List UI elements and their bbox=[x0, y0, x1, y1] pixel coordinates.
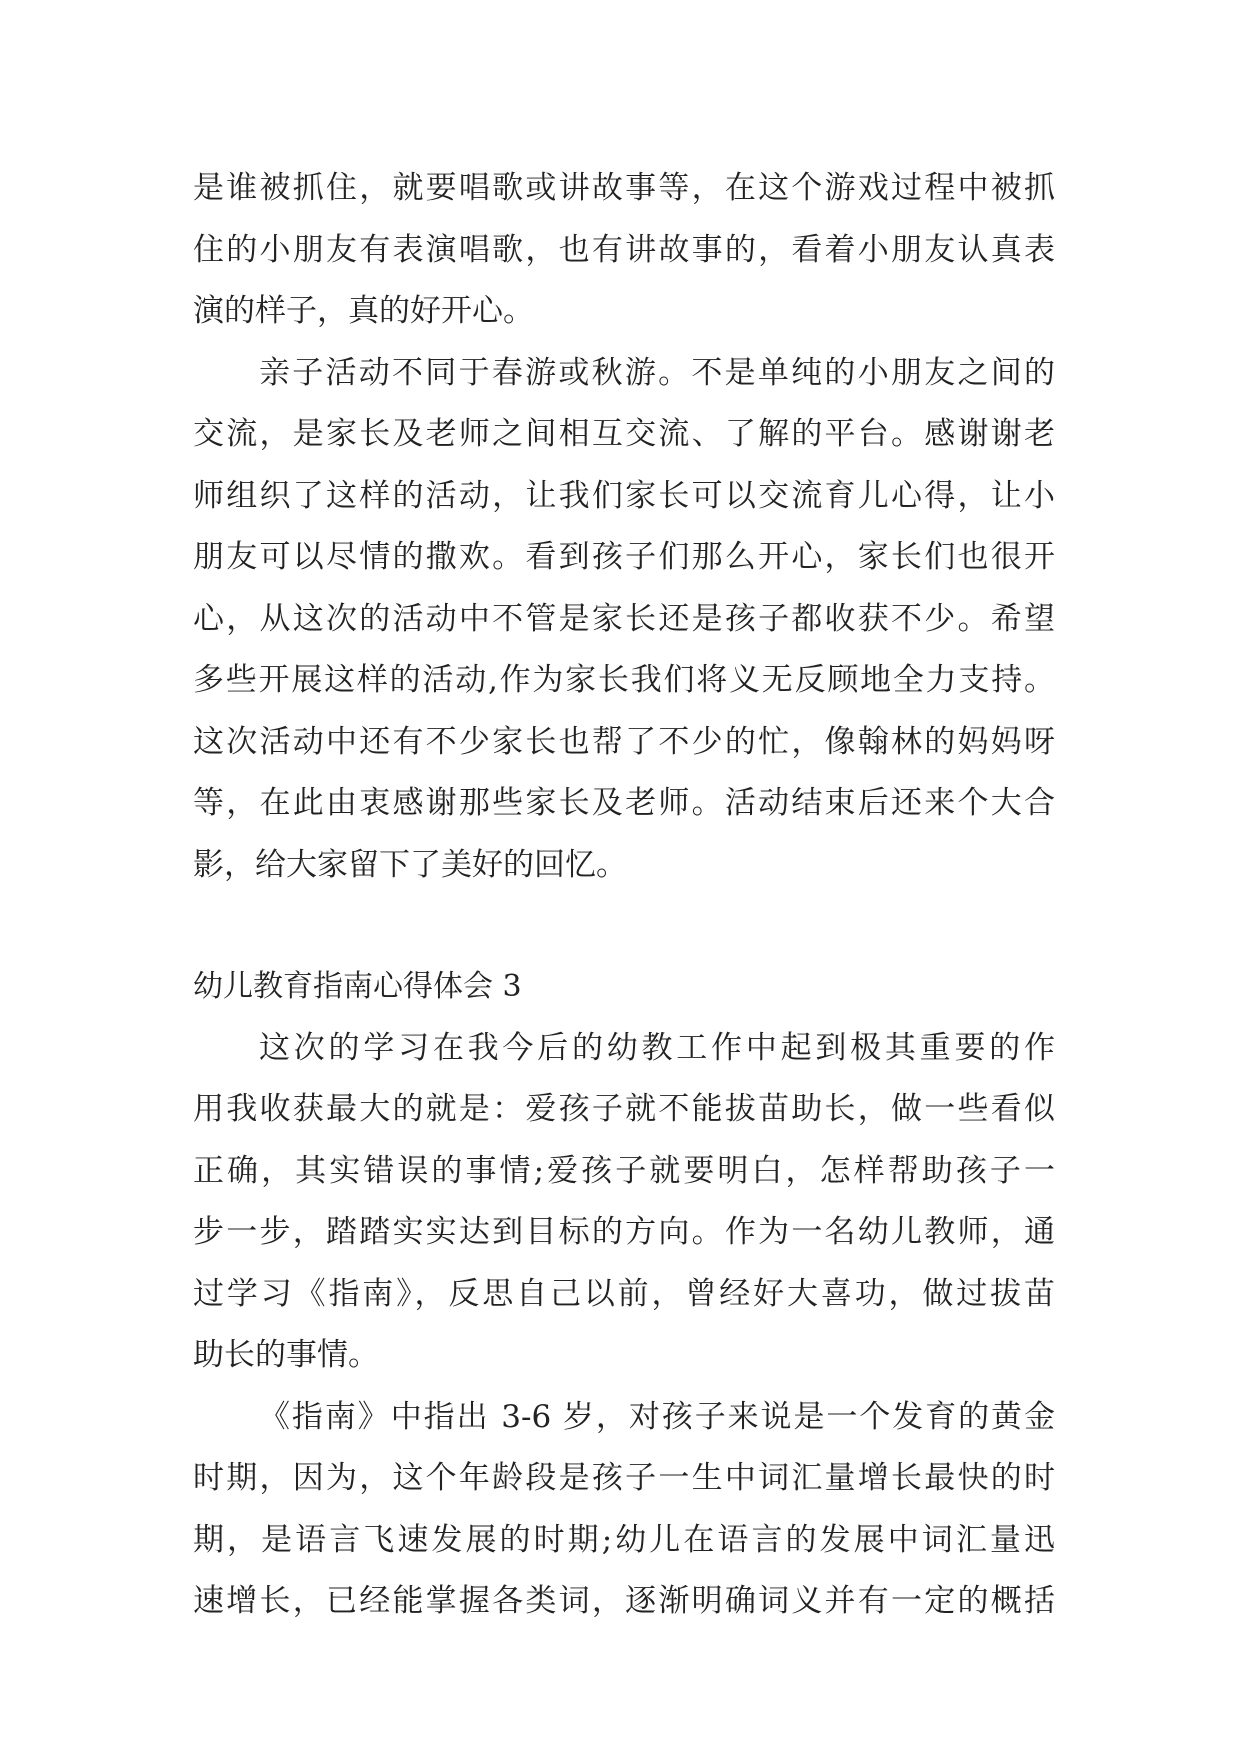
text-line: 是谁被抓住，就要唱歌或讲故事等，在这个游戏过程中被抓 bbox=[193, 170, 1055, 206]
paragraph-1 bbox=[193, 158, 1055, 343]
text-line: 师组织了这样的活动，让我们家长可以交流育儿心得，让小 bbox=[193, 477, 1055, 514]
text-line: 演的样子，真的好开心。 bbox=[193, 293, 534, 329]
text-line: 用我收获最大的就是：爱孩子就不能拔苗助长，做一些看似 bbox=[193, 1091, 1055, 1127]
text-line: 助长的事情。 bbox=[193, 1337, 379, 1373]
section-heading: 幼儿教育指南心得体会 3 bbox=[193, 969, 522, 1004]
text-line: 时期，因为，这个年龄段是孩子一生中词汇量增长最快的时 bbox=[193, 1460, 1055, 1496]
text-line: 交流，是家长及老师之间相互交流、了解的平台。感谢谢老 bbox=[193, 416, 1055, 452]
text-line: 住的小朋友有表演唱歌，也有讲故事的，看着小朋友认真表 bbox=[193, 231, 1055, 268]
text-line: 正确，其实错误的事情;爱孩子就要明白，怎样帮助孩子一 bbox=[193, 1152, 1055, 1189]
text-line: 多些开展这样的活动,作为家长我们将义无反顾地全力支持。 bbox=[193, 662, 1055, 698]
text-line: 亲子活动不同于春游或秋游。不是单纯的小朋友之间的 bbox=[259, 354, 1055, 391]
text-line: 这次的学习在我今后的幼教工作中起到极其重要的作 bbox=[259, 1029, 1055, 1066]
text-line: 心，从这次的活动中不管是家长还是孩子都收获不少。希望 bbox=[193, 600, 1055, 637]
text-line: 期，是语言飞速发展的时期;幼儿在语言的发展中词汇量迅 bbox=[193, 1521, 1055, 1558]
text-line: 这次活动中还有不少家长也帮了不少的忙，像翰林的妈妈呀 bbox=[193, 723, 1055, 760]
text-line: 朋友可以尽情的撒欢。看到孩子们那么开心，家长们也很开 bbox=[193, 539, 1055, 575]
section-paragraph-2 bbox=[193, 1387, 1055, 1633]
text-line: 过学习《指南》，反思自己以前，曾经好大喜功，做过拔苗 bbox=[193, 1275, 1055, 1312]
section-paragraph-1 bbox=[193, 1018, 1055, 1387]
text-line: 《指南》中指出 3-6 岁，对孩子来说是一个发育的黄金 bbox=[259, 1398, 1055, 1435]
paragraph-2 bbox=[193, 343, 1055, 897]
text-line: 步一步，踏踏实实达到目标的方向。作为一名幼儿教师，通 bbox=[193, 1214, 1055, 1250]
text-line: 影，给大家留下了美好的回忆。 bbox=[193, 846, 627, 883]
text-line: 速增长，已经能掌握各类词，逐渐明确词义并有一定的概括 bbox=[193, 1583, 1055, 1619]
document-body bbox=[193, 158, 1055, 1633]
section-spacer bbox=[193, 896, 1055, 956]
text-line: 等，在此由衷感谢那些家长及老师。活动结束后还来个大合 bbox=[193, 785, 1055, 821]
